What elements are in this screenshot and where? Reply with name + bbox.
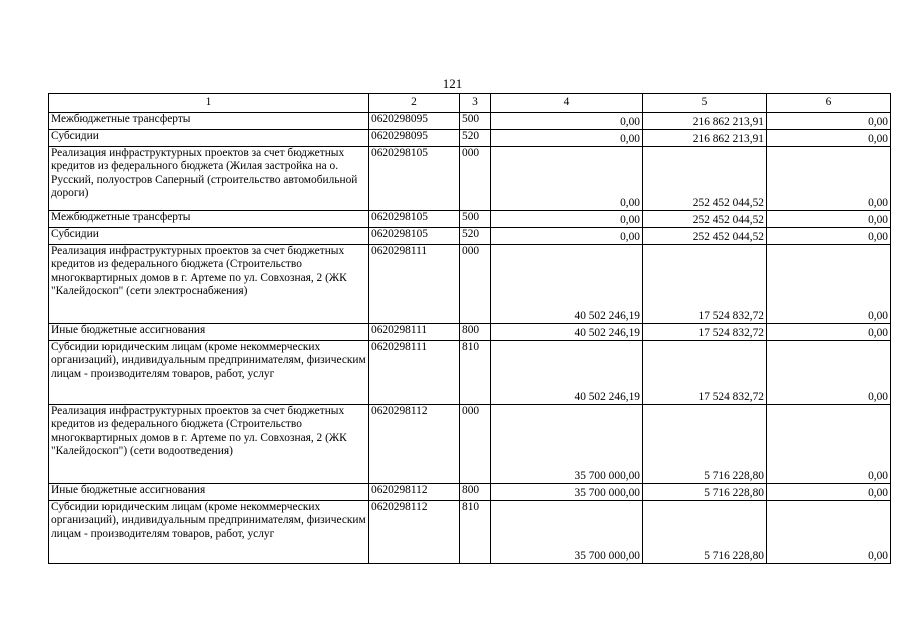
table-row <box>49 324 891 341</box>
row-code: 0620298105 <box>369 147 460 211</box>
row-value-5: 17 524 832,72 <box>643 245 767 324</box>
row-code: 0620298111 <box>369 245 460 324</box>
row-value-4: 0,00 <box>491 147 643 211</box>
row-code: 0620298105 <box>369 211 460 228</box>
row-value-4: 0,00 <box>491 130 643 147</box>
table-row <box>49 484 891 501</box>
row-name: Субсидии юридическим лицам (кроме некоммерческих организаций), индивидуальным предпринимателям, физическим лицам - производителям товаров, работ, услуг <box>49 501 369 564</box>
row-value-4: 40 502 246,19 <box>491 245 643 324</box>
column-header: 2 <box>369 94 460 113</box>
table-row <box>49 113 891 130</box>
row-value-5: 5 716 228,80 <box>643 405 767 484</box>
row-value-6: 0,00 <box>767 130 891 147</box>
row-value-6: 0,00 <box>767 324 891 341</box>
column-header: 5 <box>643 94 767 113</box>
row-code: 0620298111 <box>369 341 460 405</box>
row-expense-type: 520 <box>460 130 491 147</box>
row-code: 0620298112 <box>369 501 460 564</box>
row-value-4: 35 700 000,00 <box>491 501 643 564</box>
row-name: Субсидии <box>49 228 369 245</box>
column-header: 1 <box>49 94 369 113</box>
row-value-4: 40 502 246,19 <box>491 324 643 341</box>
row-value-6: 0,00 <box>767 341 891 405</box>
row-expense-type: 800 <box>460 324 491 341</box>
table-row <box>49 405 891 484</box>
row-expense-type: 810 <box>460 341 491 405</box>
row-name: Субсидии <box>49 130 369 147</box>
row-value-5: 252 452 044,52 <box>643 211 767 228</box>
row-value-4: 35 700 000,00 <box>491 484 643 501</box>
row-code: 0620298105 <box>369 228 460 245</box>
row-expense-type: 000 <box>460 245 491 324</box>
row-value-6: 0,00 <box>767 228 891 245</box>
row-value-6: 0,00 <box>767 501 891 564</box>
row-name: Реализация инфраструктурных проектов за счет бюджетных кредитов из федерального бюджета (Жилая застройка на о. Русский, полуостров Саперный (строительство автомобильной дороги) <box>49 147 369 211</box>
row-value-6: 0,00 <box>767 211 891 228</box>
table-header-row <box>49 94 891 113</box>
table-row <box>49 341 891 405</box>
column-header: 6 <box>767 94 891 113</box>
budget-table <box>48 93 891 564</box>
row-expense-type: 000 <box>460 147 491 211</box>
row-code: 0620298095 <box>369 130 460 147</box>
row-value-5: 5 716 228,80 <box>643 501 767 564</box>
row-code: 0620298112 <box>369 405 460 484</box>
table-row <box>49 211 891 228</box>
column-header: 4 <box>491 94 643 113</box>
row-code: 0620298111 <box>369 324 460 341</box>
row-value-5: 5 716 228,80 <box>643 484 767 501</box>
row-value-4: 35 700 000,00 <box>491 405 643 484</box>
row-name: Реализация инфраструктурных проектов за счет бюджетных кредитов из федерального бюджета (Строительство многоквартирных домов в г. Артеме по ул. Совхозная, 2 (ЖК "Калейдоскоп" (сети электроснабжения) <box>49 245 369 324</box>
row-value-4: 0,00 <box>491 113 643 130</box>
row-value-6: 0,00 <box>767 245 891 324</box>
row-value-6: 0,00 <box>767 113 891 130</box>
row-value-5: 252 452 044,52 <box>643 147 767 211</box>
row-name: Реализация инфраструктурных проектов за счет бюджетных кредитов из федерального бюджета (Строительство многоквартирных домов в г. Артеме по ул. Совхозная, 2 (ЖК "Калейдоскоп") (сети водоотведения) <box>49 405 369 484</box>
row-code: 0620298095 <box>369 113 460 130</box>
row-expense-type: 500 <box>460 113 491 130</box>
row-value-6: 0,00 <box>767 484 891 501</box>
row-value-5: 216 862 213,91 <box>643 113 767 130</box>
row-name: Межбюджетные трансферты <box>49 113 369 130</box>
row-code: 0620298112 <box>369 484 460 501</box>
row-name: Иные бюджетные ассигнования <box>49 324 369 341</box>
row-name: Межбюджетные трансферты <box>49 211 369 228</box>
row-value-4: 40 502 246,19 <box>491 341 643 405</box>
table-row <box>49 228 891 245</box>
row-value-5: 252 452 044,52 <box>643 228 767 245</box>
row-value-5: 216 862 213,91 <box>643 130 767 147</box>
row-value-6: 0,00 <box>767 147 891 211</box>
row-value-6: 0,00 <box>767 405 891 484</box>
column-header: 3 <box>460 94 491 113</box>
row-expense-type: 000 <box>460 405 491 484</box>
row-name: Иные бюджетные ассигнования <box>49 484 369 501</box>
table-row <box>49 147 891 211</box>
row-expense-type: 520 <box>460 228 491 245</box>
row-value-4: 0,00 <box>491 211 643 228</box>
row-value-5: 17 524 832,72 <box>643 324 767 341</box>
row-expense-type: 500 <box>460 211 491 228</box>
table-row <box>49 501 891 564</box>
row-value-4: 0,00 <box>491 228 643 245</box>
row-value-5: 17 524 832,72 <box>643 341 767 405</box>
row-name: Субсидии юридическим лицам (кроме некоммерческих организаций), индивидуальным предпринимателям, физическим лицам - производителям товаров, работ, услуг <box>49 341 369 405</box>
page-number: 121 <box>442 76 463 91</box>
row-expense-type: 810 <box>460 501 491 564</box>
table-row <box>49 130 891 147</box>
table-row <box>49 245 891 324</box>
row-expense-type: 800 <box>460 484 491 501</box>
